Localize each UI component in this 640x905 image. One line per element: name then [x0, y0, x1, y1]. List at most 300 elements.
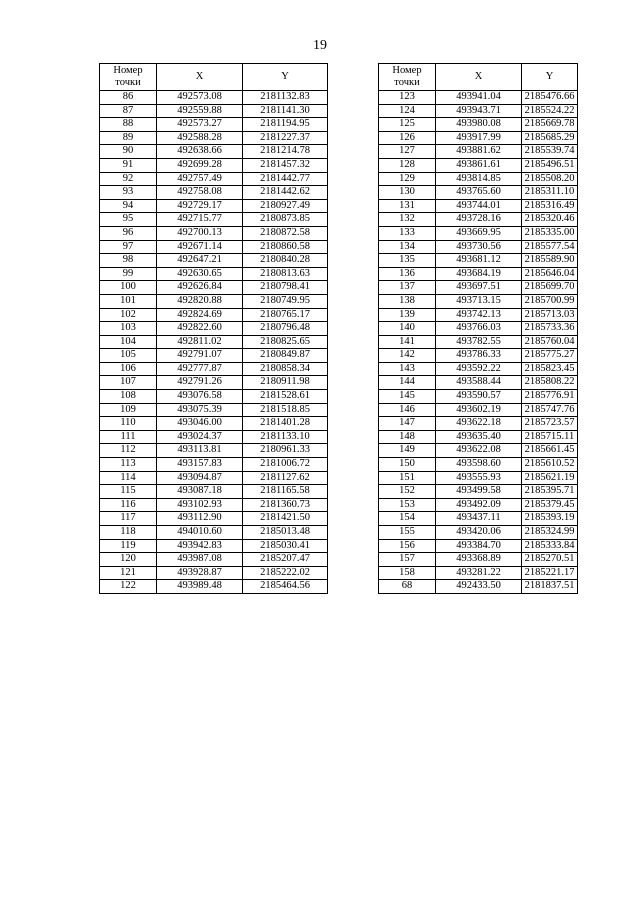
table-row: [100, 349, 328, 363]
x-coordinate-cell: 493713.15: [436, 294, 522, 308]
point-number-cell: 98: [100, 254, 157, 268]
point-number-cell: 152: [379, 485, 436, 499]
point-number-cell: 123: [379, 91, 436, 105]
table-row: [379, 118, 578, 132]
point-number-cell: 108: [100, 390, 157, 404]
table-row: [100, 444, 328, 458]
x-coordinate-cell: 493592.22: [436, 362, 522, 376]
x-coordinate-cell: 493941.04: [436, 91, 522, 105]
table-row: [379, 131, 578, 145]
table-row: [379, 362, 578, 376]
table-row: [379, 553, 578, 567]
x-coordinate-cell: 492820.88: [157, 294, 243, 308]
y-coordinate-cell: 2181528.61: [243, 390, 328, 404]
x-coordinate-cell: 493861.61: [436, 158, 522, 172]
point-number-cell: 133: [379, 226, 436, 240]
point-number-cell: 120: [100, 553, 157, 567]
point-number-cell: 89: [100, 131, 157, 145]
point-number-header: [100, 64, 157, 91]
table-row: [379, 580, 578, 594]
table-row: [100, 335, 328, 349]
y-coordinate-cell: 2181006.72: [243, 458, 328, 472]
y-coordinate-cell: 2185496.51: [522, 158, 578, 172]
point-number-cell: 130: [379, 186, 436, 200]
y-coordinate-cell: 2185589.90: [522, 254, 578, 268]
x-coordinate-cell: 493112.90: [157, 512, 243, 526]
y-coordinate-cell: 2185316.49: [522, 199, 578, 213]
coordinates-table-right: [378, 63, 578, 594]
table-row: [379, 294, 578, 308]
y-coordinate-cell: 2185395.71: [522, 485, 578, 499]
table-row: [379, 498, 578, 512]
x-coordinate-cell: 493766.03: [436, 322, 522, 336]
table-row: [100, 526, 328, 540]
point-number-cell: 125: [379, 118, 436, 132]
x-coordinate-cell: 493681.12: [436, 254, 522, 268]
y-coordinate-cell: 2180840.28: [243, 254, 328, 268]
x-coordinate-cell: 493987.08: [157, 553, 243, 567]
point-number-cell: 117: [100, 512, 157, 526]
point-header-line2: точки: [115, 77, 141, 88]
point-number-cell: 86: [100, 91, 157, 105]
table-row: [379, 308, 578, 322]
x-coordinate-cell: 493881.62: [436, 145, 522, 159]
point-number-cell: 135: [379, 254, 436, 268]
table-body-left: [100, 91, 328, 594]
table-row: [100, 430, 328, 444]
y-coordinate-cell: 2180873.85: [243, 213, 328, 227]
point-number-cell: 136: [379, 267, 436, 281]
y-coordinate-cell: 2185700.99: [522, 294, 578, 308]
x-coordinate-cell: 493420.06: [436, 526, 522, 540]
x-coordinate-cell: 493917.99: [436, 131, 522, 145]
table-row: [100, 553, 328, 567]
y-coordinate-cell: 2185379.45: [522, 498, 578, 512]
point-number-cell: 110: [100, 417, 157, 431]
x-coordinate-cell: 493281.22: [436, 566, 522, 580]
point-number-cell: 157: [379, 553, 436, 567]
x-coordinate-cell: 493384.70: [436, 539, 522, 553]
x-coordinate-cell: 492699.28: [157, 158, 243, 172]
x-coordinate-cell: 492700.13: [157, 226, 243, 240]
point-number-cell: 118: [100, 526, 157, 540]
table-row: [379, 104, 578, 118]
point-number-cell: 150: [379, 458, 436, 472]
y-coordinate-cell: 2181194.95: [243, 118, 328, 132]
y-coordinate-cell: 2181421.50: [243, 512, 328, 526]
x-coordinate-cell: 493555.93: [436, 471, 522, 485]
point-number-cell: 87: [100, 104, 157, 118]
table-row: [100, 240, 328, 254]
point-number-cell: 88: [100, 118, 157, 132]
x-coordinate-cell: 493588.44: [436, 376, 522, 390]
table-row: [100, 512, 328, 526]
y-coordinate-cell: 2185646.04: [522, 267, 578, 281]
point-number-cell: 140: [379, 322, 436, 336]
x-coordinate-cell: 493075.39: [157, 403, 243, 417]
table-row: [379, 91, 578, 105]
x-coordinate-cell: 493492.09: [436, 498, 522, 512]
table-row: [379, 566, 578, 580]
table-row: [100, 376, 328, 390]
y-coordinate-cell: 2181133.10: [243, 430, 328, 444]
table-row: [379, 158, 578, 172]
y-coordinate-cell: 2185715.11: [522, 430, 578, 444]
x-coordinate-cell: 492638.66: [157, 145, 243, 159]
x-coordinate-cell: 493728.16: [436, 213, 522, 227]
y-coordinate-cell: 2181457.32: [243, 158, 328, 172]
x-coordinate-cell: 493437.11: [436, 512, 522, 526]
y-coordinate-cell: 2185661.45: [522, 444, 578, 458]
y-coordinate-cell: 2185013.48: [243, 526, 328, 540]
table-row: [100, 254, 328, 268]
point-number-cell: 122: [100, 580, 157, 594]
y-coordinate-cell: 2185808.22: [522, 376, 578, 390]
y-coordinate-cell: 2180872.58: [243, 226, 328, 240]
y-coordinate-cell: 2185539.74: [522, 145, 578, 159]
table-row: [100, 226, 328, 240]
point-header-line2: точки: [394, 77, 420, 88]
x-coordinate-cell: 493046.00: [157, 417, 243, 431]
table-row: [379, 403, 578, 417]
table-row: [100, 417, 328, 431]
point-number-cell: 119: [100, 539, 157, 553]
table-row: [100, 390, 328, 404]
point-number-cell: 153: [379, 498, 436, 512]
x-coordinate-cell: 493602.19: [436, 403, 522, 417]
table-row: [379, 254, 578, 268]
y-coordinate-cell: 2185775.27: [522, 349, 578, 363]
x-coordinate-cell: 493094.87: [157, 471, 243, 485]
y-coordinate-cell: 2185760.04: [522, 335, 578, 349]
y-header: Y: [243, 64, 328, 91]
x-coordinate-cell: 493598.60: [436, 458, 522, 472]
point-number-cell: 91: [100, 158, 157, 172]
point-number-cell: 156: [379, 539, 436, 553]
point-number-cell: 68: [379, 580, 436, 594]
y-coordinate-cell: 2181518.85: [243, 403, 328, 417]
x-coordinate-cell: 492626.84: [157, 281, 243, 295]
table-row: [100, 498, 328, 512]
x-coordinate-cell: 493087.18: [157, 485, 243, 499]
x-coordinate-cell: 492573.27: [157, 118, 243, 132]
point-number-cell: 104: [100, 335, 157, 349]
y-coordinate-cell: 2185207.47: [243, 553, 328, 567]
table-row: [379, 444, 578, 458]
x-coordinate-cell: 493024.37: [157, 430, 243, 444]
y-coordinate-cell: 2185713.03: [522, 308, 578, 322]
x-coordinate-cell: 492758.08: [157, 186, 243, 200]
point-number-cell: 154: [379, 512, 436, 526]
table-row: [100, 91, 328, 105]
point-number-cell: 148: [379, 430, 436, 444]
y-header: Y: [522, 64, 578, 91]
point-number-cell: 114: [100, 471, 157, 485]
table-row: [379, 213, 578, 227]
y-coordinate-cell: 2180798.41: [243, 281, 328, 295]
point-number-cell: 92: [100, 172, 157, 186]
point-number-cell: 112: [100, 444, 157, 458]
x-coordinate-cell: 493669.95: [436, 226, 522, 240]
table-row: [100, 131, 328, 145]
point-number-cell: 144: [379, 376, 436, 390]
table-row: [379, 430, 578, 444]
table-row: [100, 145, 328, 159]
y-coordinate-cell: 2180765.17: [243, 308, 328, 322]
point-number-cell: 129: [379, 172, 436, 186]
y-coordinate-cell: 2181132.83: [243, 91, 328, 105]
x-coordinate-cell: 493786.33: [436, 349, 522, 363]
table-row: [379, 471, 578, 485]
x-coordinate-cell: 492824.69: [157, 308, 243, 322]
x-coordinate-cell: 492729.17: [157, 199, 243, 213]
point-number-cell: 138: [379, 294, 436, 308]
x-coordinate-cell: 492791.26: [157, 376, 243, 390]
y-coordinate-cell: 2185030.41: [243, 539, 328, 553]
table-row: [100, 458, 328, 472]
x-coordinate-cell: 492777.87: [157, 362, 243, 376]
point-number-cell: 105: [100, 349, 157, 363]
point-header-line1: Номер: [392, 65, 422, 76]
y-coordinate-cell: 2185311.10: [522, 186, 578, 200]
table-header-row: [379, 64, 578, 91]
y-coordinate-cell: 2185335.00: [522, 226, 578, 240]
y-coordinate-cell: 2185524.22: [522, 104, 578, 118]
x-coordinate-cell: 492433.50: [436, 580, 522, 594]
coordinates-table-left: [99, 63, 328, 594]
page-number: 19: [313, 38, 327, 53]
y-coordinate-cell: 2181401.28: [243, 417, 328, 431]
y-coordinate-cell: 2180796.48: [243, 322, 328, 336]
x-coordinate-cell: 493765.60: [436, 186, 522, 200]
point-number-cell: 95: [100, 213, 157, 227]
point-number-cell: 146: [379, 403, 436, 417]
x-coordinate-cell: 492822.60: [157, 322, 243, 336]
point-number-cell: 137: [379, 281, 436, 295]
x-coordinate-cell: 492671.14: [157, 240, 243, 254]
x-coordinate-cell: 493157.83: [157, 458, 243, 472]
x-coordinate-cell: 493622.08: [436, 444, 522, 458]
table-row: [100, 471, 328, 485]
point-number-cell: 142: [379, 349, 436, 363]
y-coordinate-cell: 2185221.17: [522, 566, 578, 580]
y-coordinate-cell: 2185577.54: [522, 240, 578, 254]
point-number-cell: 121: [100, 566, 157, 580]
table-row: [100, 199, 328, 213]
point-number-cell: 113: [100, 458, 157, 472]
table-row: [379, 186, 578, 200]
x-coordinate-cell: 493076.58: [157, 390, 243, 404]
point-number-cell: 128: [379, 158, 436, 172]
y-coordinate-cell: 2181141.30: [243, 104, 328, 118]
x-coordinate-cell: 493814.85: [436, 172, 522, 186]
x-coordinate-cell: 492811.02: [157, 335, 243, 349]
y-coordinate-cell: 2185747.76: [522, 403, 578, 417]
x-coordinate-cell: 493980.08: [436, 118, 522, 132]
table-row: [379, 281, 578, 295]
point-number-cell: 131: [379, 199, 436, 213]
y-coordinate-cell: 2185270.51: [522, 553, 578, 567]
x-coordinate-cell: 493368.89: [436, 553, 522, 567]
table-row: [100, 485, 328, 499]
y-coordinate-cell: 2185669.78: [522, 118, 578, 132]
table-row: [379, 199, 578, 213]
point-number-cell: 134: [379, 240, 436, 254]
x-header: X: [436, 64, 522, 91]
table-row: [379, 376, 578, 390]
x-coordinate-cell: 493782.55: [436, 335, 522, 349]
x-coordinate-cell: 493697.51: [436, 281, 522, 295]
point-number-header: [379, 64, 436, 91]
table-row: [100, 322, 328, 336]
x-coordinate-cell: 493742.13: [436, 308, 522, 322]
x-coordinate-cell: 492791.07: [157, 349, 243, 363]
x-coordinate-cell: 492630.65: [157, 267, 243, 281]
point-number-cell: 127: [379, 145, 436, 159]
x-coordinate-cell: 492757.49: [157, 172, 243, 186]
x-coordinate-cell: 492715.77: [157, 213, 243, 227]
point-number-cell: 107: [100, 376, 157, 390]
x-coordinate-cell: 493943.71: [436, 104, 522, 118]
table-row: [379, 267, 578, 281]
y-coordinate-cell: 2181360.73: [243, 498, 328, 512]
y-coordinate-cell: 2181227.37: [243, 131, 328, 145]
x-coordinate-cell: 492559.88: [157, 104, 243, 118]
table-row: [100, 104, 328, 118]
y-coordinate-cell: 2180911.98: [243, 376, 328, 390]
point-number-cell: 96: [100, 226, 157, 240]
point-number-cell: 99: [100, 267, 157, 281]
x-header: X: [157, 64, 243, 91]
x-coordinate-cell: 493590.57: [436, 390, 522, 404]
point-number-cell: 126: [379, 131, 436, 145]
x-coordinate-cell: 492588.28: [157, 131, 243, 145]
table-row: [100, 267, 328, 281]
x-coordinate-cell: 493942.83: [157, 539, 243, 553]
y-coordinate-cell: 2181127.62: [243, 471, 328, 485]
y-coordinate-cell: 2180860.58: [243, 240, 328, 254]
y-coordinate-cell: 2181837.51: [522, 580, 578, 594]
table-row: [379, 145, 578, 159]
y-coordinate-cell: 2185733.36: [522, 322, 578, 336]
table-row: [100, 566, 328, 580]
y-coordinate-cell: 2185333.84: [522, 539, 578, 553]
point-number-cell: 111: [100, 430, 157, 444]
x-coordinate-cell: 493635.40: [436, 430, 522, 444]
point-number-cell: 124: [379, 104, 436, 118]
table-row: [379, 526, 578, 540]
y-coordinate-cell: 2181442.62: [243, 186, 328, 200]
y-coordinate-cell: 2180749.95: [243, 294, 328, 308]
table-row: [100, 172, 328, 186]
point-number-cell: 102: [100, 308, 157, 322]
point-number-cell: 155: [379, 526, 436, 540]
table-row: [100, 403, 328, 417]
table-header-row: [100, 64, 328, 91]
table-row: [100, 158, 328, 172]
point-number-cell: 101: [100, 294, 157, 308]
x-coordinate-cell: 494010.60: [157, 526, 243, 540]
table-row: [379, 322, 578, 336]
y-coordinate-cell: 2185324.99: [522, 526, 578, 540]
table-row: [379, 390, 578, 404]
y-coordinate-cell: 2180858.34: [243, 362, 328, 376]
table-row: [379, 172, 578, 186]
table-row: [379, 335, 578, 349]
y-coordinate-cell: 2181442.77: [243, 172, 328, 186]
y-coordinate-cell: 2181165.58: [243, 485, 328, 499]
y-coordinate-cell: 2180927.49: [243, 199, 328, 213]
table-row: [100, 118, 328, 132]
y-coordinate-cell: 2185823.45: [522, 362, 578, 376]
table-row: [379, 349, 578, 363]
table-row: [100, 186, 328, 200]
point-number-cell: 90: [100, 145, 157, 159]
x-coordinate-cell: 493989.48: [157, 580, 243, 594]
point-header-line1: Номер: [113, 65, 143, 76]
y-coordinate-cell: 2185610.52: [522, 458, 578, 472]
table-row: [100, 294, 328, 308]
y-coordinate-cell: 2185699.70: [522, 281, 578, 295]
point-number-cell: 100: [100, 281, 157, 295]
x-coordinate-cell: 493730.56: [436, 240, 522, 254]
table-row: [379, 226, 578, 240]
table-row: [379, 485, 578, 499]
y-coordinate-cell: 2185476.66: [522, 91, 578, 105]
x-coordinate-cell: 493744.01: [436, 199, 522, 213]
y-coordinate-cell: 2181214.78: [243, 145, 328, 159]
point-number-cell: 139: [379, 308, 436, 322]
point-number-cell: 106: [100, 362, 157, 376]
y-coordinate-cell: 2185776.91: [522, 390, 578, 404]
x-coordinate-cell: 493684.19: [436, 267, 522, 281]
x-coordinate-cell: 492647.21: [157, 254, 243, 268]
table-row: [100, 281, 328, 295]
x-coordinate-cell: 493113.81: [157, 444, 243, 458]
point-number-cell: 145: [379, 390, 436, 404]
y-coordinate-cell: 2185464.56: [243, 580, 328, 594]
table-row: [379, 539, 578, 553]
x-coordinate-cell: 493622.18: [436, 417, 522, 431]
table-row: [100, 539, 328, 553]
x-coordinate-cell: 493928.87: [157, 566, 243, 580]
point-number-cell: 132: [379, 213, 436, 227]
table-row: [100, 213, 328, 227]
y-coordinate-cell: 2180849.87: [243, 349, 328, 363]
table-row: [379, 458, 578, 472]
table-row: [100, 362, 328, 376]
point-number-cell: 149: [379, 444, 436, 458]
table-row: [100, 308, 328, 322]
point-number-cell: 147: [379, 417, 436, 431]
point-number-cell: 103: [100, 322, 157, 336]
table-body-right: [379, 91, 578, 594]
point-number-cell: 109: [100, 403, 157, 417]
point-number-cell: 141: [379, 335, 436, 349]
point-number-cell: 158: [379, 566, 436, 580]
point-number-cell: 151: [379, 471, 436, 485]
table-row: [379, 417, 578, 431]
table-row: [379, 240, 578, 254]
point-number-cell: 115: [100, 485, 157, 499]
y-coordinate-cell: 2180961.33: [243, 444, 328, 458]
y-coordinate-cell: 2185723.57: [522, 417, 578, 431]
point-number-cell: 116: [100, 498, 157, 512]
y-coordinate-cell: 2180813.63: [243, 267, 328, 281]
table-row: [379, 512, 578, 526]
y-coordinate-cell: 2185685.29: [522, 131, 578, 145]
y-coordinate-cell: 2185320.46: [522, 213, 578, 227]
